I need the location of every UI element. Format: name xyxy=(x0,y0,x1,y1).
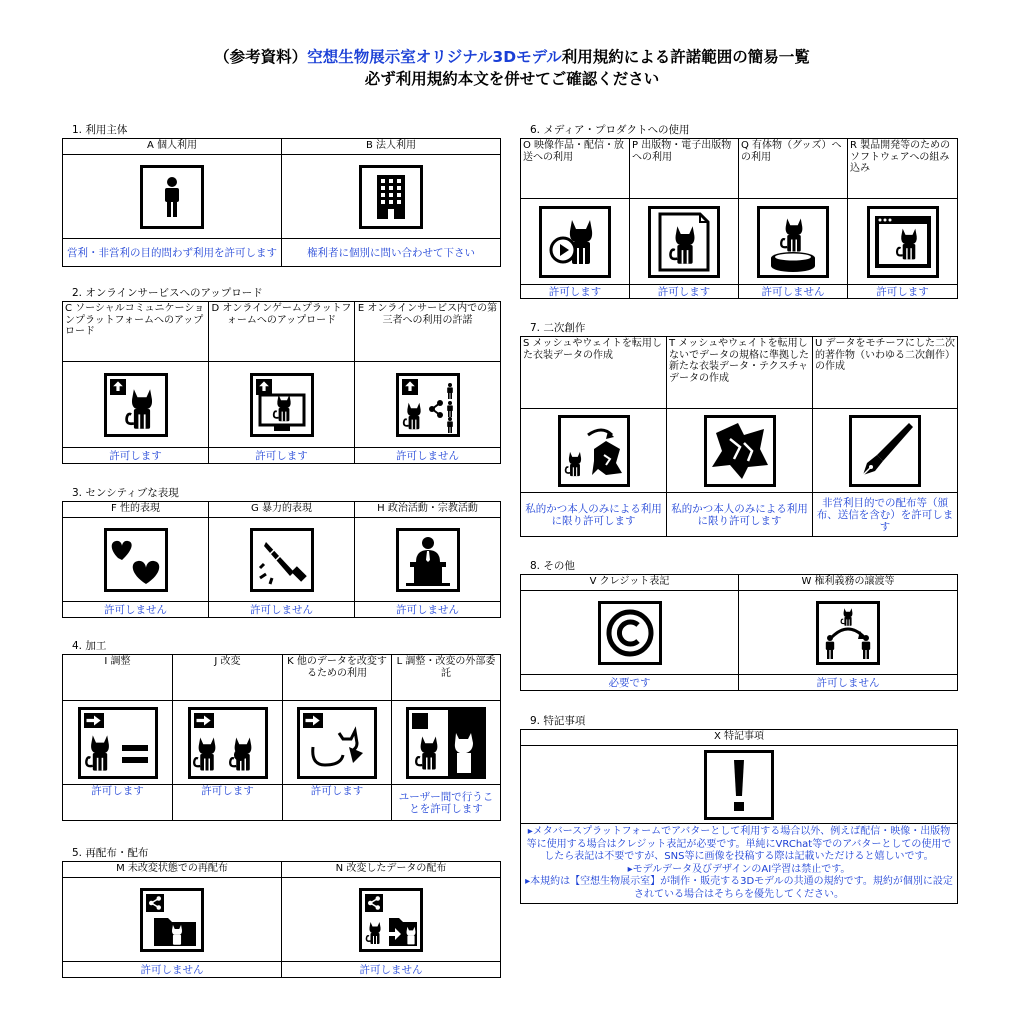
note-3: ▸本規約は【空想生物展示室】が制作・販売する3Dモデルの共通の規約です。規約が個別に設定されている場合はそちらを優先してください。 xyxy=(525,876,953,900)
item-q-footer: 許可しません xyxy=(739,285,848,299)
upload-avatar-icon xyxy=(104,373,168,437)
item-j-footer: 許可します xyxy=(173,785,283,821)
modify-icon xyxy=(188,707,268,779)
hearts-icon xyxy=(104,528,168,592)
item-f-header: F 性的表現 xyxy=(63,502,209,518)
special-notes xyxy=(521,824,958,904)
item-b-header: B 法人利用 xyxy=(282,139,501,155)
section-9-table xyxy=(520,729,958,904)
podium-icon xyxy=(396,528,460,592)
item-x-header: X 特記事項 xyxy=(521,730,958,746)
item-u-footer: 非営利目的での配布等（頒布、送信を含む）を許可します xyxy=(813,493,958,537)
title-suffix: 利用規約による許諾範囲の簡易一覧 xyxy=(561,48,810,66)
item-l-footer: ユーザー間で行うことを許可します xyxy=(392,785,501,821)
note-2: ▸モデルデータ及びデザインのAI学習は禁止です。 xyxy=(627,863,851,875)
pen-nib-icon xyxy=(849,415,921,487)
item-w-footer: 許可しません xyxy=(739,675,958,691)
knife-icon xyxy=(250,528,314,592)
item-s-header: S メッシュやウェイトを転用した衣装データの作成 xyxy=(521,337,667,409)
item-h-header: H 政治活動・宗教活動 xyxy=(355,502,501,518)
item-o-footer: 許可します xyxy=(521,285,630,299)
copyright-icon xyxy=(598,601,662,665)
item-r-footer: 許可します xyxy=(848,285,958,299)
item-c-header: C ソーシャルコミュニケーションプラットフォームへのアップロード xyxy=(63,302,209,362)
item-n-header: N 改変したデータの配布 xyxy=(282,862,501,878)
item-s-footer: 私的かつ本人のみによる利用に限り許可します xyxy=(521,493,667,537)
item-b-icon-cell xyxy=(282,155,501,239)
item-v-header: V クレジット表記 xyxy=(521,575,739,591)
software-window-icon xyxy=(867,206,939,278)
section-6-table xyxy=(520,138,958,299)
section-1-title: 1. 利用主体 xyxy=(72,124,128,136)
item-b-footer: 権利者に個別に問い合わせて下さい xyxy=(282,239,501,267)
section-8-table xyxy=(520,574,958,691)
transfer-rights-icon xyxy=(816,601,880,665)
item-m-header: M 未改変状態での再配布 xyxy=(63,862,282,878)
share-folder-icon xyxy=(140,888,204,952)
adjust-equal-icon xyxy=(78,707,158,779)
item-j-header: J 改変 xyxy=(173,655,283,701)
item-r-header: R 製品開発等のためのソフトウェアへの組み込み xyxy=(848,139,958,199)
section-5-title: 5. 再配布・配布 xyxy=(72,847,149,859)
publication-icon xyxy=(648,206,720,278)
section-9-title: 9. 特記事項 xyxy=(530,715,586,727)
section-7-title: 7. 二次創作 xyxy=(530,322,586,334)
section-8-title: 8. その他 xyxy=(530,560,575,572)
fabric-icon xyxy=(704,415,776,487)
item-p-footer: 許可します xyxy=(630,285,739,299)
section-4-table xyxy=(62,654,501,821)
note-1: ▸メタバースプラットフォームでアバターとして利用する場合以外、例えば配信・映像・出版物等に使用する場合はクレジット表記が必要です。単純にVRChat等でのアバターとしての使用でしたら表記は不要ですが、SNS等に画像を投稿する際は記載いただけると嬉しいです。 xyxy=(526,826,952,862)
section-1-table xyxy=(62,138,501,267)
title-brand: 空想生物展示室オリジナル3Dモデル xyxy=(307,48,562,66)
upload-monitor-icon xyxy=(250,373,314,437)
outsource-icon xyxy=(406,707,486,779)
item-u-header: U データをモチーフにした二次的著作物（いわゆる二次創作）の作成 xyxy=(813,337,958,409)
section-2-title: 2. オンラインサービスへのアップロード xyxy=(72,287,263,299)
item-a-header: A 個人利用 xyxy=(63,139,282,155)
section-5-table xyxy=(62,861,501,978)
item-l-header: L 調整・改変の外部委託 xyxy=(392,655,501,701)
upload-share-icon xyxy=(396,373,460,437)
figure-icon xyxy=(757,206,829,278)
title-line2: 必ず利用規約本文を併せてご確認ください xyxy=(364,70,660,88)
cat-outline-icon xyxy=(297,707,377,779)
item-k-header: K 他のデータを改変するための利用 xyxy=(283,655,392,701)
item-i-footer: 許可します xyxy=(63,785,173,821)
item-q-header: Q 有体物（グッズ）への利用 xyxy=(739,139,848,199)
item-n-footer: 許可しません xyxy=(282,962,501,978)
item-f-footer: 許可しません xyxy=(63,602,209,618)
section-7-table xyxy=(520,336,958,537)
item-d-header: D オンラインゲームプラットフォームへのアップロード xyxy=(209,302,355,362)
item-t-footer: 私的かつ本人のみによる利用に限り許可します xyxy=(667,493,813,537)
section-6-title: 6. メディア・プロダクトへの使用 xyxy=(530,124,690,136)
item-t-header: T メッシュやウェイトを転用しないでデータの規格に準拠した新たな衣装データ・テクスチャデータの作成 xyxy=(667,337,813,409)
item-v-footer: 必要です xyxy=(521,675,739,691)
costume-transfer-icon xyxy=(558,415,630,487)
section-3-title: 3. センシティブな表現 xyxy=(72,487,179,499)
item-i-header: I 調整 xyxy=(63,655,173,701)
item-g-footer: 許可しません xyxy=(209,602,355,618)
section-2-table xyxy=(62,301,501,464)
item-k-footer: 許可します xyxy=(283,785,392,821)
item-w-header: W 権利義務の譲渡等 xyxy=(739,575,958,591)
person-icon xyxy=(140,165,204,229)
section-3-table xyxy=(62,501,501,618)
item-p-header: P 出版物・電子出版物への利用 xyxy=(630,139,739,199)
item-m-footer: 許可しません xyxy=(63,962,282,978)
item-o-header: O 映像作品・配信・放送への利用 xyxy=(521,139,630,199)
section-4-title: 4. 加工 xyxy=(72,640,107,652)
item-a-icon-cell xyxy=(63,155,282,239)
item-e-header: E オンラインサービス内での第三者への利用の許諾 xyxy=(355,302,501,362)
item-h-footer: 許可しません xyxy=(355,602,501,618)
item-a-footer: 営利・非営利の目的問わず利用を許可します xyxy=(63,239,282,267)
title-prefix: （参考資料） xyxy=(214,48,308,66)
item-c-footer: 許可します xyxy=(63,448,209,464)
item-g-header: G 暴力的表現 xyxy=(209,502,355,518)
item-d-footer: 許可します xyxy=(209,448,355,464)
exclamation-icon xyxy=(704,750,774,820)
item-e-footer: 許可しません xyxy=(355,448,501,464)
building-icon xyxy=(359,165,423,229)
share-modified-icon xyxy=(359,888,423,952)
video-play-icon xyxy=(539,206,611,278)
